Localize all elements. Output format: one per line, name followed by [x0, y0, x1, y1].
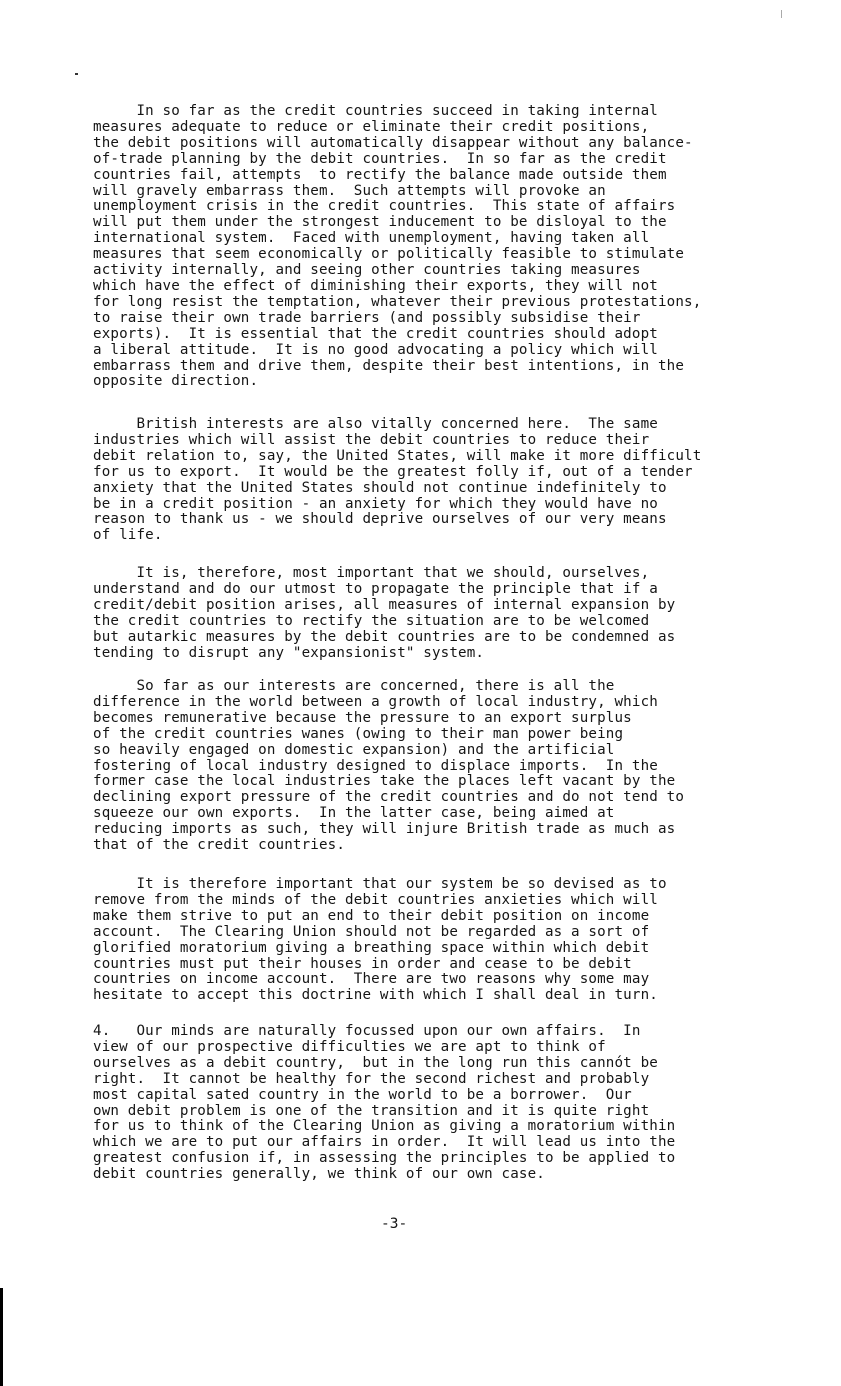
- text-line: tending to disrupt any "expansionist" system.: [93, 644, 485, 661]
- text-line: exports). It is essential that the credit countries should adopt: [93, 325, 658, 342]
- paragraph-credit-countries: [93, 104, 793, 390]
- text-line: hesitate to accept this doctrine with which I shall deal in turn.: [93, 987, 658, 1004]
- text-line: for long resist the temptation, whatever their previous protestations,: [93, 293, 702, 310]
- page-number: -3-: [381, 1216, 408, 1232]
- scan-edge-bar: [0, 1288, 3, 1386]
- paragraph-section-4: [93, 1024, 793, 1183]
- text-line: make them strive to put an end to their debit position on income: [93, 907, 650, 924]
- text-line: for us to think of the Clearing Union as giving a moratorium within: [93, 1118, 676, 1135]
- text-line: measures that seem economically or politically feasible to stimulate: [93, 246, 685, 263]
- text-line: fostering of local industry designed to displace imports. In the: [93, 757, 658, 774]
- text-line: squeeze our own exports. In the latter case, being aimed at: [93, 805, 615, 822]
- paragraph-expansion-principle: [93, 566, 793, 661]
- text-line: of life.: [93, 527, 163, 544]
- text-line: to raise their own trade barriers (and possibly subsidise their: [93, 309, 641, 326]
- text-line: glorified moratorium giving a breathing space within which debit: [93, 939, 650, 956]
- text-line: former case the local industries take the places left vacant by the: [93, 773, 676, 790]
- text-line: international system. Faced with unemployment, having taken all: [93, 230, 650, 247]
- text-line: 4. Our minds are naturally focussed upon our own affairs. In: [93, 1023, 641, 1039]
- text-line: difference in the world between a growth of local industry, which: [93, 693, 658, 710]
- scan-speck: [75, 73, 78, 75]
- text-line: becomes remunerative because the pressure to an export surplus: [93, 709, 632, 726]
- text-line: embarrass them and drive them, despite their best intentions, in the: [93, 357, 685, 374]
- text-line: so heavily engaged on domestic expansion) and the artificial: [93, 741, 615, 758]
- text-line: So far as our interests are concerned, there is all the: [93, 678, 615, 694]
- scan-mark: [781, 10, 782, 18]
- text-line: countries on income account. There are two reasons why some may: [93, 971, 650, 988]
- text-line: account. The Clearing Union should not be regarded as a sort of: [93, 923, 650, 940]
- text-line: anxiety that the United States should not continue indefinitely to: [93, 479, 667, 496]
- text-line: own debit problem is one of the transition and it is quite right: [93, 1102, 650, 1119]
- text-line: a liberal attitude. It is no good advocating a policy which will: [93, 341, 658, 358]
- text-line: of the credit countries wanes (owing to their man power being: [93, 725, 624, 742]
- text-line: reducing imports as such, they will injure British trade as much as: [93, 821, 676, 838]
- text-line: that of the credit countries.: [93, 837, 346, 854]
- text-line: countries must put their houses in order and cease to be debit: [93, 955, 632, 972]
- text-line: greatest confusion if, in assessing the principles to be applied to: [93, 1150, 676, 1167]
- text-line: declining export pressure of the credit countries and do not tend to: [93, 789, 685, 806]
- text-line: debit countries generally, we think of our own case.: [93, 1166, 545, 1183]
- paragraph-british-interests: [93, 417, 793, 544]
- text-line: It is, therefore, most important that we should, ourselves,: [93, 565, 650, 581]
- text-line: most capital sated country in the world to be a borrower. Our: [93, 1086, 632, 1103]
- text-line: the credit countries to rectify the situation are to be welcomed: [93, 612, 650, 629]
- text-line: view of our prospective difficulties we are apt to think of: [93, 1038, 606, 1055]
- text-line: right. It cannot be healthy for the second richest and probably: [93, 1070, 650, 1087]
- text-line: In so far as the credit countries succeed in taking internal: [93, 103, 658, 119]
- text-line: but autarkic measures by the debit countries are to be condemned as: [93, 628, 676, 645]
- text-line: which have the effect of diminishing their exports, they will not: [93, 277, 658, 294]
- text-line: will gravely embarrass them. Such attempts will provoke an: [93, 182, 606, 199]
- text-line: be in a credit position - an anxiety for which they would have no: [93, 495, 658, 512]
- text-line: remove from the minds of the debit countries anxieties which will: [93, 891, 658, 908]
- text-line: It is therefore important that our system be so devised as to: [93, 876, 667, 892]
- text-line: credit/debit position arises, all measures of internal expansion by: [93, 596, 676, 613]
- text-line: opposite direction.: [93, 373, 259, 390]
- text-line: which we are to put our affairs in order. It will lead us into the: [93, 1134, 676, 1151]
- text-line: of-trade planning by the debit countries. In so far as the credit: [93, 150, 667, 167]
- text-line: countries fail, attempts to rectify the balance made outside them: [93, 166, 667, 183]
- text-line: measures adequate to reduce or eliminate their credit positions,: [93, 118, 650, 135]
- text-line: debit relation to, say, the United States, will make it more difficult: [93, 447, 702, 464]
- paragraph-local-industry: [93, 679, 793, 854]
- text-line: industries which will assist the debit countries to reduce their: [93, 431, 650, 448]
- text-line: understand and do our utmost to propagate the principle that if a: [93, 580, 658, 597]
- text-line: the debit positions will automatically disappear without any balance-: [93, 134, 693, 151]
- text-line: will put them under the strongest inducement to be disloyal to the: [93, 214, 667, 231]
- paragraph-clearing-union: [93, 877, 793, 1004]
- text-line: reason to thank us - we should deprive ourselves of our very means: [93, 511, 667, 528]
- text-line: ourselves as a debit country, but in the long run this cannót be: [93, 1054, 658, 1071]
- text-line: British interests are also vitally concerned here. The same: [93, 416, 658, 432]
- text-line: unemployment crisis in the credit countries. This state of affairs: [93, 198, 676, 215]
- text-line: for us to export. It would be the greatest folly if, out of a tender: [93, 463, 693, 480]
- text-line: activity internally, and seeing other countries taking measures: [93, 262, 641, 279]
